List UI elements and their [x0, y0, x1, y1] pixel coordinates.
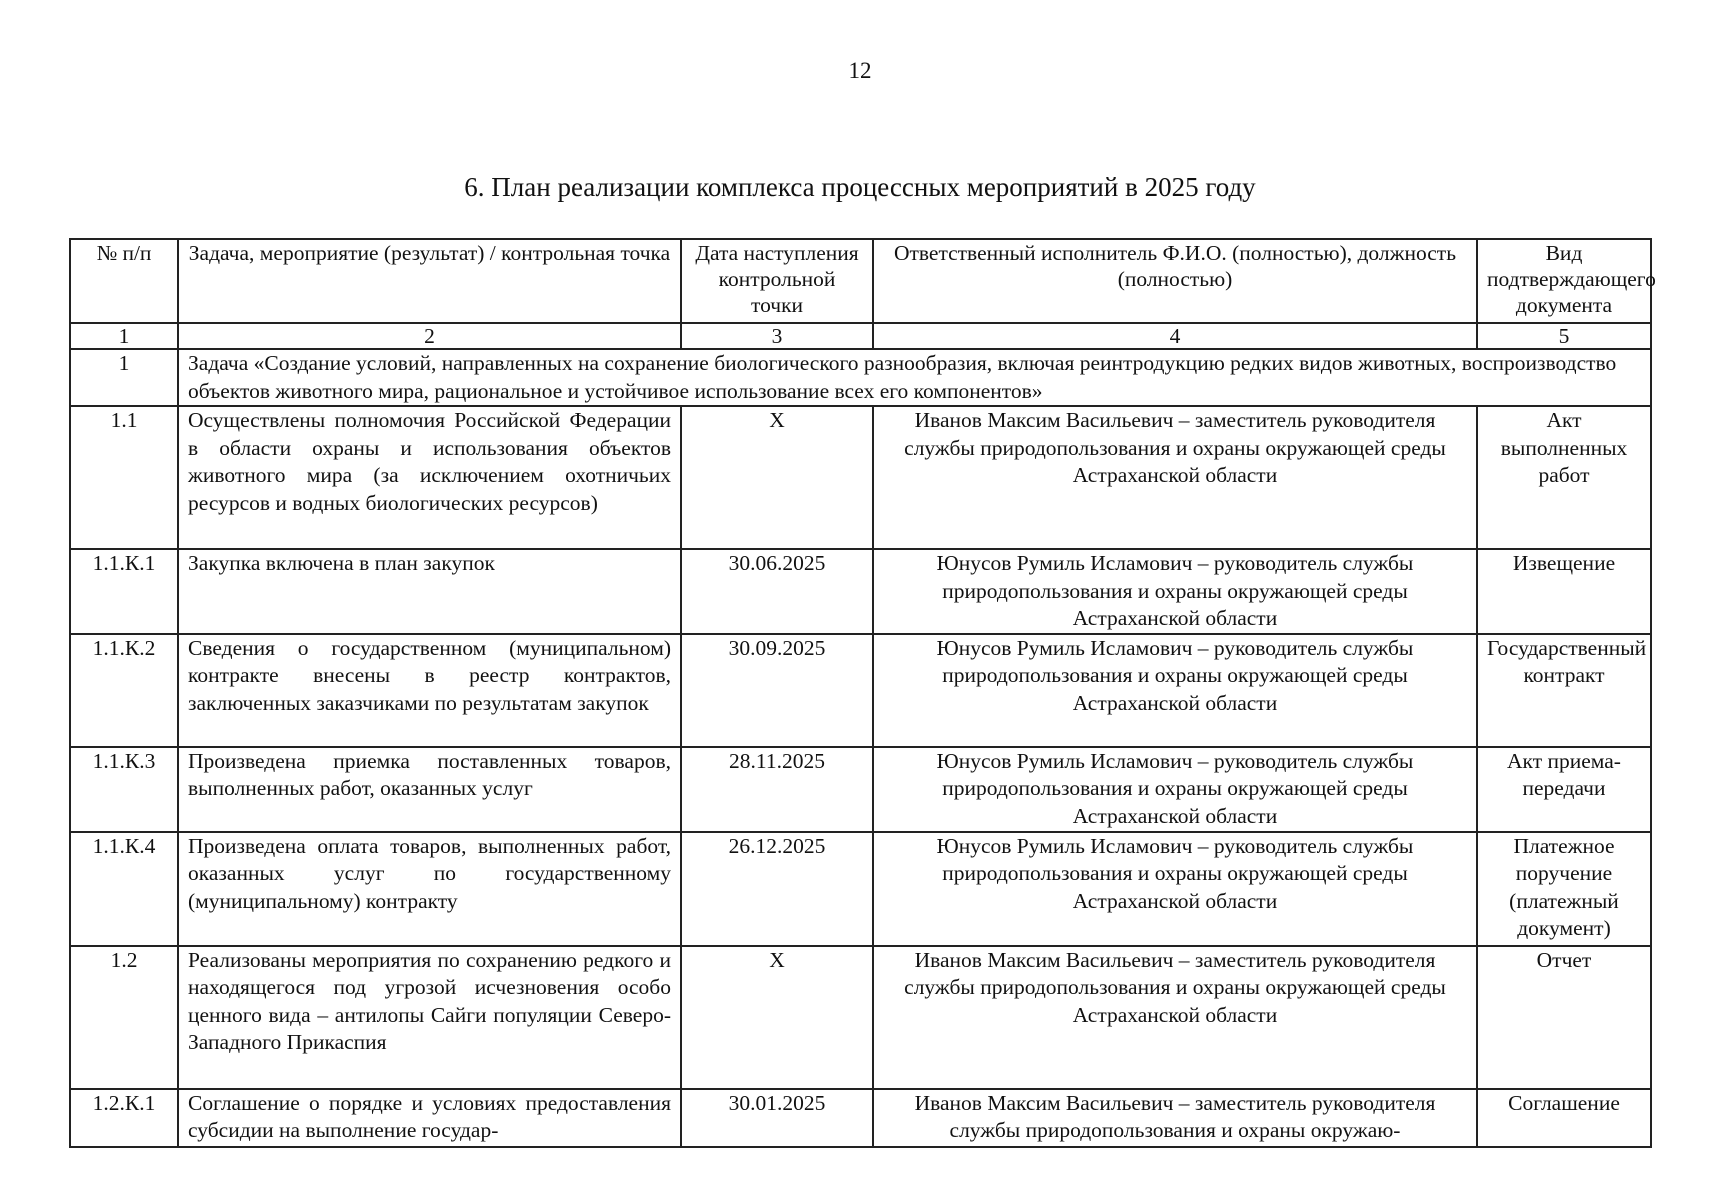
row-item: Реализованы мероприятия по сохранению редкого и находящегося под угрозой исчезновения особо ценного вида – антилопы Сайги популяции Северо-Западного Прикаспия [178, 946, 681, 1089]
column-number-row [70, 323, 1651, 349]
row-item: Произведена оплата товаров, выполненных работ, оказанных услуг по государственному (муниципальному) контракту [178, 832, 681, 946]
task-row [70, 349, 1651, 406]
column-number: 3 [681, 323, 873, 349]
row-item: Сведения о государственном (муниципальном) контракте внесены в реестр контрактов, заключенных заказчиками по результатам закупок [178, 634, 681, 747]
row-document: Акт приема-передачи [1477, 747, 1651, 832]
row-date: 26.12.2025 [681, 832, 873, 946]
table-row [70, 946, 1651, 1089]
section-title: 6. План реализации комплекса процессных мероприятий в 2025 году [464, 172, 1256, 202]
row-executor: Иванов Максим Васильевич – заместитель руководителя службы природопользования и охраны окружаю- [873, 1089, 1477, 1147]
row-num: 1.2 [70, 946, 178, 1089]
table-row [70, 634, 1651, 747]
row-date: 30.01.2025 [681, 1089, 873, 1147]
row-num: 1.1.К.3 [70, 747, 178, 832]
row-num: 1.1.К.1 [70, 549, 178, 634]
column-number: 1 [70, 323, 178, 349]
task-num: 1 [70, 349, 178, 406]
row-executor: Юнусов Румиль Исламович – руководитель службы природопользования и охраны окружающей среды Астраханской области [873, 549, 1477, 634]
table-row [70, 1089, 1651, 1147]
row-document: Платежное поручение (платежный документ) [1477, 832, 1651, 946]
table-row [70, 832, 1651, 946]
row-date: Х [681, 946, 873, 1089]
row-date: 30.06.2025 [681, 549, 873, 634]
table-row [70, 549, 1651, 634]
row-document: Акт выполненных работ [1477, 406, 1651, 549]
header-document: Вид подтверждающего документа [1477, 239, 1651, 323]
row-item: Произведена приемка поставленных товаров, выполненных работ, оказанных услуг [178, 747, 681, 832]
column-number: 2 [178, 323, 681, 349]
table-row [70, 406, 1651, 549]
row-item: Соглашение о порядке и условиях предоставления субсидии на выполнение государ- [178, 1089, 681, 1147]
row-num: 1.2.К.1 [70, 1089, 178, 1147]
table-header-row [70, 239, 1651, 323]
table-row [70, 747, 1651, 832]
row-date: 30.09.2025 [681, 634, 873, 747]
row-document: Соглашение [1477, 1089, 1651, 1147]
row-document: Отчет [1477, 946, 1651, 1089]
row-date: Х [681, 406, 873, 549]
row-executor: Юнусов Румиль Исламович – руководитель службы природопользования и охраны окружающей среды Астраханской области [873, 634, 1477, 747]
row-executor: Юнусов Румиль Исламович – руководитель службы природопользования и охраны окружающей среды Астраханской области [873, 832, 1477, 946]
plan-table [69, 238, 1656, 1148]
header-task: Задача, мероприятие (результат) / контрольная точка [178, 239, 681, 323]
row-executor: Иванов Максим Васильевич – заместитель руководителя службы природопользования и охраны окружающей среды Астраханской области [873, 406, 1477, 549]
row-num: 1.1 [70, 406, 178, 549]
header-num: № п/п [70, 239, 178, 323]
page-number: 12 [848, 58, 872, 83]
row-item: Осуществлены полномочия Российской Федерации в области охраны и использования объектов животного мира (за исключением охотничьих ресурсов и водных биологических ресурсов) [178, 406, 681, 549]
row-num: 1.1.К.2 [70, 634, 178, 747]
header-date: Дата наступления контрольной точки [681, 239, 873, 323]
row-executor: Иванов Максим Васильевич – заместитель руководителя службы природопользования и охраны окружающей среды Астраханской области [873, 946, 1477, 1089]
column-number: 4 [873, 323, 1477, 349]
row-date: 28.11.2025 [681, 747, 873, 832]
column-number: 5 [1477, 323, 1651, 349]
header-executor: Ответственный исполнитель Ф.И.О. (полностью), должность (полностью) [873, 239, 1477, 323]
row-document: Государственный контракт [1477, 634, 1651, 747]
row-num: 1.1.К.4 [70, 832, 178, 946]
row-item: Закупка включена в план закупок [178, 549, 681, 634]
row-executor: Юнусов Румиль Исламович – руководитель службы природопользования и охраны окружающей среды Астраханской области [873, 747, 1477, 832]
task-text: Задача «Создание условий, направленных на сохранение биологического разнообразия, включая реинтродукцию редких видов животных, воспроизводство объектов животного мира, рациональное и устойчивое использование всех его компонентов» [178, 349, 1651, 406]
row-document: Извещение [1477, 549, 1651, 634]
